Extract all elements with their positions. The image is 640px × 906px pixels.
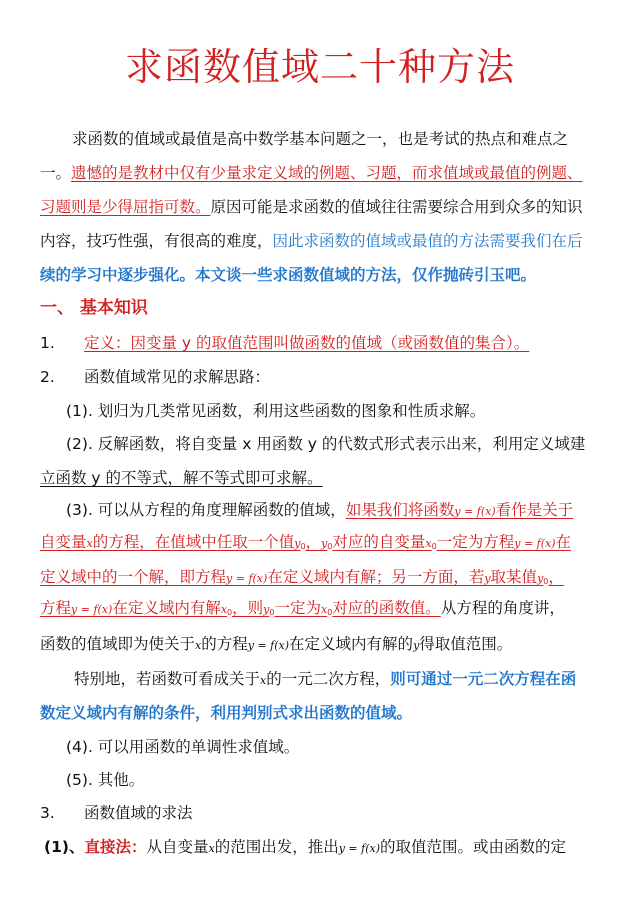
sub3-text-5d: 得取值范围。 [419,635,513,653]
sub-item-3-line-4 [40,597,606,624]
special-text-1b: 的一元二次方程， [266,670,391,688]
sub3-var-y0c: y [537,572,544,585]
intro-line-2 [40,162,606,184]
method-1-text-e: 的取值范围。或由函数的定 [380,838,567,856]
method-1-text-d: 的范围出发，推出 [214,838,339,856]
sub3-text-4f: 从方程的角度讲， [440,599,565,617]
intro-line-3 [40,196,606,218]
method-1-line [44,836,606,860]
sub-item-2-line-1: (2). 反解函数，将自变量 x 用函数 y 的代数式形式表示出来，利用定义域建 [66,435,586,453]
item-1 [40,332,606,354]
sub3-text-5b: 的方程 [201,635,248,653]
sub3-eq-2: y = f(x) [514,537,556,550]
sub-item-3-line-2 [40,531,606,558]
sub3-eq-3: y = f(x) [226,572,268,585]
sub3-sub-0f: 0 [269,608,275,617]
method-1-text-c: 从自变量 [146,838,209,856]
sub3-text-5a: 函数的值域即为使关于 [40,635,196,653]
sub3-red-3d: ， [548,568,564,586]
sub3-var-y0d: y [263,603,270,616]
sub3-red-2e: 一定为方程 [436,533,515,551]
sub3-var-x0b: x [220,603,228,616]
sub3-red-2c: ， [305,533,322,551]
sub3-red-4a: 方程 [40,599,72,617]
sub3-text-5c: 在定义域内有解的 [289,635,414,653]
intro-highlight-2b: 遗憾的是教材中仅有少量求定义域的例题、习题，而求值域或最值的例题、 [71,164,583,182]
intro-blue-5: 续的学习中逐步强化。本文谈一些求函数值域的方法，仅作抛砖引玉吧。 [40,266,537,284]
intro-text-1: 求函数的值域或最值是高中数学基本问题之一，也是考试的热点和难点之 [72,130,569,148]
sub3-sub-0: 0 [300,542,306,551]
item-3-text: 函数值域的求法 [84,804,193,822]
sub3-sub-0b: 0 [327,542,333,551]
special-text-1a: 特别地，若函数可看成关于 [74,670,261,688]
item-3-number: 3. [40,804,55,822]
sub-item-4: (4). 可以用函数的单调性求值域。 [66,738,300,756]
sub3-eq-1: y = f(x) [454,505,496,518]
sub3-red-4d: 一定为 [274,599,321,617]
sub3-red-2d: 对应的自变量 [332,533,426,551]
method-1-number: (1)、 [44,838,85,856]
sub-item-1: (1). 划归为几类常见函数，利用这些函数的图象和性质求解。 [66,402,486,420]
intro-line-5 [40,264,606,286]
item-2 [40,366,606,388]
sub3-red-3b: 在定义域内有解；另一方面，若 [267,568,485,586]
sub3-red-2a: 自变量 [40,533,87,551]
intro-text-3b: 原因可能是求函数的值域往往需要综合用到众多的知识 [210,198,583,216]
intro-text-4a: 内容，技巧性强，有很高的难度， [40,232,273,250]
special-line-1 [40,668,606,692]
sub3-red-3c: 取某值 [490,568,538,586]
sub3-red-3a: 定义域中的一个解，即方程 [40,568,227,586]
sub3-var-y0: y [294,537,301,550]
sub3-eq-4: y = f(x) [71,603,113,616]
sub-item-3-line-5 [40,633,606,657]
sub3-red-2f: 在 [555,533,572,551]
intro-line-4 [40,230,606,252]
item-1-number: 1. [40,334,55,352]
sub-item-3-line-3 [40,566,606,593]
sub3-sub-0c: 0 [431,542,437,551]
item-2-number: 2. [40,368,55,386]
sub3-sub-0e: 0 [227,608,233,617]
sub3-red-4c: ，则 [232,599,264,617]
special-var-x: x [260,674,267,687]
sub3-sub-0d: 0 [543,577,549,586]
sub3-sub-0g: 0 [327,608,333,617]
sub3-var-y: y [484,572,491,585]
sub3-var-y-5: y [413,639,420,652]
intro-highlight-3a: 习题则是少得屈指可数。 [40,198,211,216]
sub3-var-x-5: x [195,639,202,652]
page-title: 求函数值域二十种方法 [124,45,515,89]
sub3-red-1b: 如果我们将函数 [345,501,455,519]
method-1-var-x: x [208,842,215,855]
sub3-text-1a: (3). 可以从方程的角度理解函数的值域， [66,501,346,519]
sub3-red-1c: 看作是关于 [495,501,574,519]
sub-item-2-line-2: 立函数 y 的不等式，解不等式即可求解。 [40,469,323,487]
sub3-red-4e: 对应的函数值。 [332,599,441,617]
method-1-name: 直接法： [84,838,147,856]
special-line-2: 数定义域内有解的条件，利用判别式求出函数的值域。 [40,704,413,722]
item-1-definition: 定义：因变量 y 的取值范围叫做函数的值域（或函数值的集合）。 [84,334,530,352]
sub3-var-x: x [86,537,93,550]
intro-blue-4b: 因此求函数的值域或最值的方法需要我们在后 [272,232,583,250]
method-1-eq: y = f(x) [338,842,381,855]
item-3 [40,802,606,824]
section-heading: 一、 基本知识 [40,298,148,318]
sub3-var-y0b: y [321,537,328,550]
special-blue-1c: 则可通过一元二次方程在函 [390,670,577,688]
sub3-eq-5: y = f(x) [247,639,290,652]
item-2-text: 函数值域常见的求解思路： [84,368,271,386]
intro-line-1 [40,128,606,150]
sub-item-5: (5). 其他。 [66,771,145,789]
intro-text-2a: 一。 [40,164,72,182]
sub3-var-x0c: x [320,603,328,616]
sub3-red-2b: 的方程，在值域中任取一个值 [92,533,295,551]
sub3-red-4b: 在定义域内有解 [112,599,221,617]
sub3-var-x0: x [425,537,432,550]
sub-item-3-line-1 [40,499,606,523]
